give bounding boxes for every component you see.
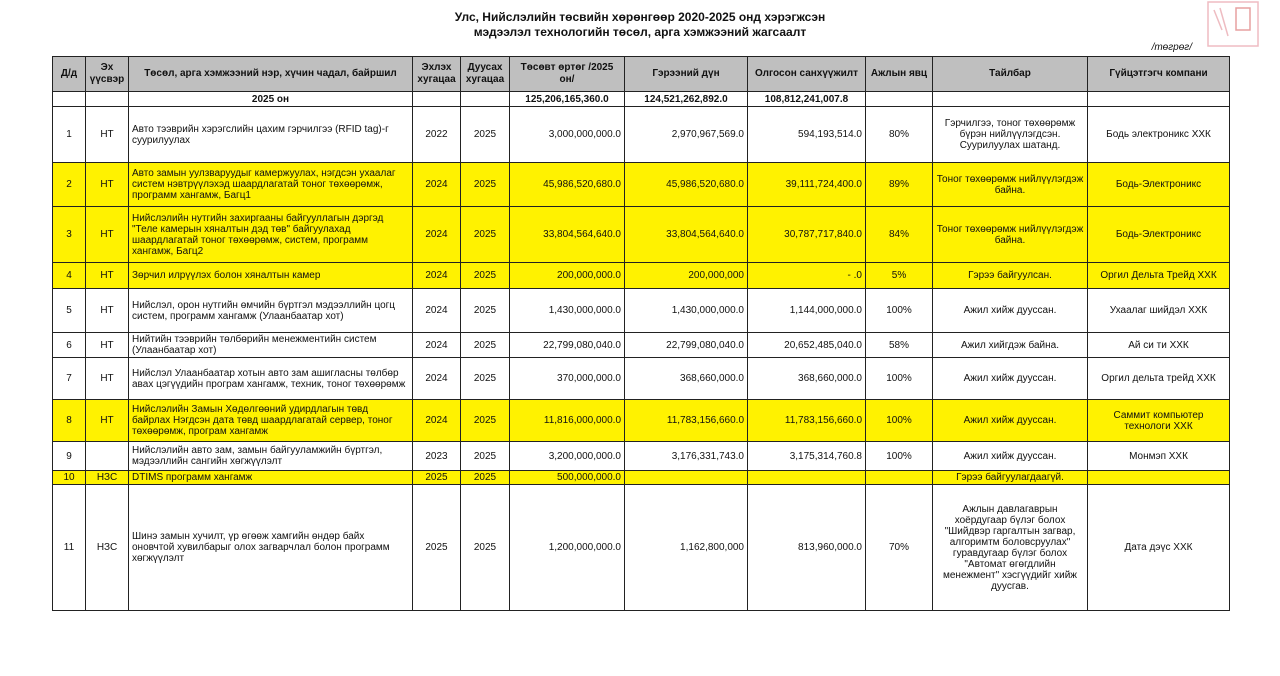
row-end-year: 2025	[461, 442, 510, 471]
row-contract-amount: 200,000,000	[625, 263, 748, 289]
row-budget: 3,200,000,000.0	[510, 442, 625, 471]
row-project-name: Зөрчил илрүүлэх болон хяналтын камер	[129, 263, 413, 289]
row-contract-amount: 3,176,331,743.0	[625, 442, 748, 471]
row-start-year: 2024	[413, 333, 461, 358]
row-company: Дата дэүс ХХК	[1088, 485, 1230, 611]
row-progress	[866, 471, 933, 485]
col-header-budget: Төсөвт өртөг /2025 он/	[510, 57, 625, 92]
row-company: Оргил дельта трейд ХХК	[1088, 358, 1230, 400]
col-header-no: Д/д	[53, 57, 86, 92]
row-start-year: 2024	[413, 263, 461, 289]
row-project-name: DTIMS программ хангамж	[129, 471, 413, 485]
row-funded-amount: 39,111,724,400.0	[748, 163, 866, 207]
row-end-year: 2025	[461, 400, 510, 442]
row-project-name: Нийслэлийн авто зам, замын байгууламжийн бүртгэл, мэдээллийн сангийн хөгжүүлэлт	[129, 442, 413, 471]
col-header-funded: Олгосон санхүүжилт	[748, 57, 866, 92]
row-company: Монмэп ХХК	[1088, 442, 1230, 471]
row-number: 10	[53, 471, 86, 485]
row-end-year: 2025	[461, 289, 510, 333]
row-source: НЗС	[86, 471, 129, 485]
row-end-year: 2025	[461, 207, 510, 263]
table-row	[53, 289, 1230, 333]
row-number: 6	[53, 333, 86, 358]
row-company: Ухаалаг шийдэл ХХК	[1088, 289, 1230, 333]
row-source: НТ	[86, 163, 129, 207]
document-title-line-1: Улс, Нийслэлийн төсвийн хөрөнгөөр 2020-2025 онд хэрэгжсэн	[454, 10, 826, 24]
row-note: Гэрчилгээ, тоног төхөөрөмж бүрэн нийлүүлэгдсэн. Суурилуулах шатанд.	[933, 107, 1088, 163]
row-note: Гэрээ байгуулсан.	[933, 263, 1088, 289]
row-project-name: Авто тээврийн хэрэгслийн цахим гэрчилгээ (RFID tag)-г суурилуулах	[129, 107, 413, 163]
table-row	[53, 207, 1230, 263]
row-number: 5	[53, 289, 86, 333]
row-source: НТ	[86, 358, 129, 400]
stamp-mark	[1202, 0, 1262, 48]
row-funded-amount: 20,652,485,040.0	[748, 333, 866, 358]
row-funded-amount: - .0	[748, 263, 866, 289]
row-project-name: Нийтийн тээврийн төлбөрийн менежментийн систем (Улаанбаатар хот)	[129, 333, 413, 358]
table-row	[53, 471, 1230, 485]
projects-table	[52, 56, 1230, 611]
row-note: Ажил хийж дууссан.	[933, 400, 1088, 442]
row-source	[86, 442, 129, 471]
row-start-year: 2024	[413, 358, 461, 400]
table-header-row	[53, 57, 1230, 92]
row-company: Оргил Дельта Трейд ХХК	[1088, 263, 1230, 289]
summary-budget: 125,206,165,360.0	[510, 92, 625, 107]
table-row	[53, 485, 1230, 611]
row-funded-amount: 1,144,000,000.0	[748, 289, 866, 333]
row-project-name: Нийслэл Улаанбаатар хотын авто зам ашигласны төлбөр авах цэгүүдийн програм хангамж, техник, тоног төхөөрөмж	[129, 358, 413, 400]
row-budget: 22,799,080,040.0	[510, 333, 625, 358]
row-number: 2	[53, 163, 86, 207]
table-row	[53, 358, 1230, 400]
row-project-name: Шинэ замын хучилт, үр өгөөж хамгийн өндөр байх оновчтой хувилбарыг олох загварчлал болон программ хөгжүүлэлт	[129, 485, 413, 611]
row-funded-amount: 813,960,000.0	[748, 485, 866, 611]
row-progress: 84%	[866, 207, 933, 263]
row-budget: 45,986,520,680.0	[510, 163, 625, 207]
row-funded-amount: 594,193,514.0	[748, 107, 866, 163]
row-funded-amount: 11,783,156,660.0	[748, 400, 866, 442]
row-end-year: 2025	[461, 333, 510, 358]
row-source: НТ	[86, 400, 129, 442]
summary-funded: 108,812,241,007.8	[748, 92, 866, 107]
row-note: Ажил хийж дууссан.	[933, 289, 1088, 333]
row-note: Ажил хийж дууссан.	[933, 442, 1088, 471]
row-source: НТ	[86, 263, 129, 289]
row-progress: 5%	[866, 263, 933, 289]
row-company: Бодь-Электроникс	[1088, 207, 1230, 263]
row-number: 3	[53, 207, 86, 263]
col-header-source: Эх үүсвэр	[86, 57, 129, 92]
row-source: НЗС	[86, 485, 129, 611]
row-note: Тоног төхөөрөмж нийлүүлэгдэж байна.	[933, 207, 1088, 263]
row-project-name: Нийслэлийн Замын Хөдөлгөөний удирдлагын төвд байрлах Нэгдсэн дата төвд шаардлагатай сервер, тоног төхөөрөмж, програм хангамж	[129, 400, 413, 442]
row-funded-amount: 30,787,717,840.0	[748, 207, 866, 263]
row-end-year: 2025	[461, 358, 510, 400]
row-start-year: 2022	[413, 107, 461, 163]
row-progress: 100%	[866, 358, 933, 400]
row-contract-amount: 1,430,000,000.0	[625, 289, 748, 333]
row-number: 9	[53, 442, 86, 471]
row-source: НТ	[86, 289, 129, 333]
row-budget: 500,000,000.0	[510, 471, 625, 485]
row-source: НТ	[86, 207, 129, 263]
row-progress: 89%	[866, 163, 933, 207]
col-header-note: Тайлбар	[933, 57, 1088, 92]
row-note: Ажлын давлагаврын хоёрдугаар бүлэг болох "Шийдвэр гаргалтын загвар, алгоримтм боловсруулах" гуравдугаар бүлэг болох "Автомат өгөгдлийн менежмент" хэсгүүдийг хийж дуусгав.	[933, 485, 1088, 611]
row-project-name: Авто замын уулзваруудыг камержуулах, нэгдсэн ухаалаг систем нэвтрүүлэхэд шаардлагатай тоног төхөөрөмж, программ хангамж, Багц1	[129, 163, 413, 207]
table-row	[53, 333, 1230, 358]
row-company: Ай си ти ХХК	[1088, 333, 1230, 358]
row-end-year: 2025	[461, 263, 510, 289]
row-progress: 100%	[866, 289, 933, 333]
row-contract-amount: 45,986,520,680.0	[625, 163, 748, 207]
col-header-company: Гүйцэтгэгч компани	[1088, 57, 1230, 92]
col-header-start: Эхлэх хугацаа	[413, 57, 461, 92]
row-funded-amount	[748, 471, 866, 485]
col-header-name: Төсөл, арга хэмжээний нэр, хүчин чадал, байршил	[129, 57, 413, 92]
row-contract-amount: 11,783,156,660.0	[625, 400, 748, 442]
row-number: 11	[53, 485, 86, 611]
row-number: 7	[53, 358, 86, 400]
row-start-year: 2025	[413, 485, 461, 611]
row-progress: 100%	[866, 442, 933, 471]
row-start-year: 2023	[413, 442, 461, 471]
row-start-year: 2024	[413, 207, 461, 263]
table-row	[53, 107, 1230, 163]
row-progress: 70%	[866, 485, 933, 611]
document-title-line-2: мэдээлэл технологийн төсөл, арга хэмжээний жагсаалт	[473, 25, 807, 39]
row-budget: 200,000,000.0	[510, 263, 625, 289]
row-progress: 100%	[866, 400, 933, 442]
row-budget: 11,816,000,000.0	[510, 400, 625, 442]
row-progress: 80%	[866, 107, 933, 163]
summary-row	[53, 92, 1230, 107]
row-start-year: 2024	[413, 400, 461, 442]
col-header-progress: Ажлын явц	[866, 57, 933, 92]
row-budget: 33,804,564,640.0	[510, 207, 625, 263]
row-contract-amount: 1,162,800,000	[625, 485, 748, 611]
row-company: Бодь электроникс ХХК	[1088, 107, 1230, 163]
row-budget: 370,000,000.0	[510, 358, 625, 400]
row-company	[1088, 471, 1230, 485]
row-end-year: 2025	[461, 163, 510, 207]
row-start-year: 2025	[413, 471, 461, 485]
row-budget: 3,000,000,000.0	[510, 107, 625, 163]
row-source: НТ	[86, 107, 129, 163]
row-start-year: 2024	[413, 163, 461, 207]
summary-contract: 124,521,262,892.0	[625, 92, 748, 107]
row-end-year: 2025	[461, 471, 510, 485]
row-contract-amount: 22,799,080,040.0	[625, 333, 748, 358]
row-note: Ажил хийгдэж байна.	[933, 333, 1088, 358]
col-header-contract: Гэрээний дүн	[625, 57, 748, 92]
row-note: Ажил хийж дууссан.	[933, 358, 1088, 400]
table-row	[53, 442, 1230, 471]
row-project-name: Нийслэл, орон нутгийн өмчийн бүртгэл мэдээллийн цогц систем, программ хангамж (Улаанбаатар хот)	[129, 289, 413, 333]
row-end-year: 2025	[461, 107, 510, 163]
row-note: Гэрээ байгуулагдаагүй.	[933, 471, 1088, 485]
row-contract-amount: 2,970,967,569.0	[625, 107, 748, 163]
row-budget: 1,200,000,000.0	[510, 485, 625, 611]
row-number: 8	[53, 400, 86, 442]
row-contract-amount: 33,804,564,640.0	[625, 207, 748, 263]
table-row	[53, 400, 1230, 442]
row-company: Саммит компьютер технологи ХХК	[1088, 400, 1230, 442]
row-budget: 1,430,000,000.0	[510, 289, 625, 333]
row-number: 1	[53, 107, 86, 163]
summary-label: 2025 он	[129, 92, 413, 107]
row-progress: 58%	[866, 333, 933, 358]
row-note: Тоног төхөөрөмж нийлүүлэгдэж байна.	[933, 163, 1088, 207]
row-end-year: 2025	[461, 485, 510, 611]
row-company: Бодь-Электроникс	[1088, 163, 1230, 207]
row-funded-amount: 368,660,000.0	[748, 358, 866, 400]
currency-unit: /төгрөг/	[1151, 42, 1192, 53]
row-contract-amount	[625, 471, 748, 485]
row-funded-amount: 3,175,314,760.8	[748, 442, 866, 471]
table-row	[53, 163, 1230, 207]
table-row	[53, 263, 1230, 289]
row-start-year: 2024	[413, 289, 461, 333]
col-header-end: Дуусах хугацаа	[461, 57, 510, 92]
row-project-name: Нийслэлийн нутгийн захиргааны байгууллагын дэргэд "Теле камерын хяналтын дэд төв" байгуулахад шаардлагатай тоног төхөөрөмж, систем, программ хангамж, Багц2	[129, 207, 413, 263]
row-number: 4	[53, 263, 86, 289]
row-source: НТ	[86, 333, 129, 358]
row-contract-amount: 368,660,000.0	[625, 358, 748, 400]
